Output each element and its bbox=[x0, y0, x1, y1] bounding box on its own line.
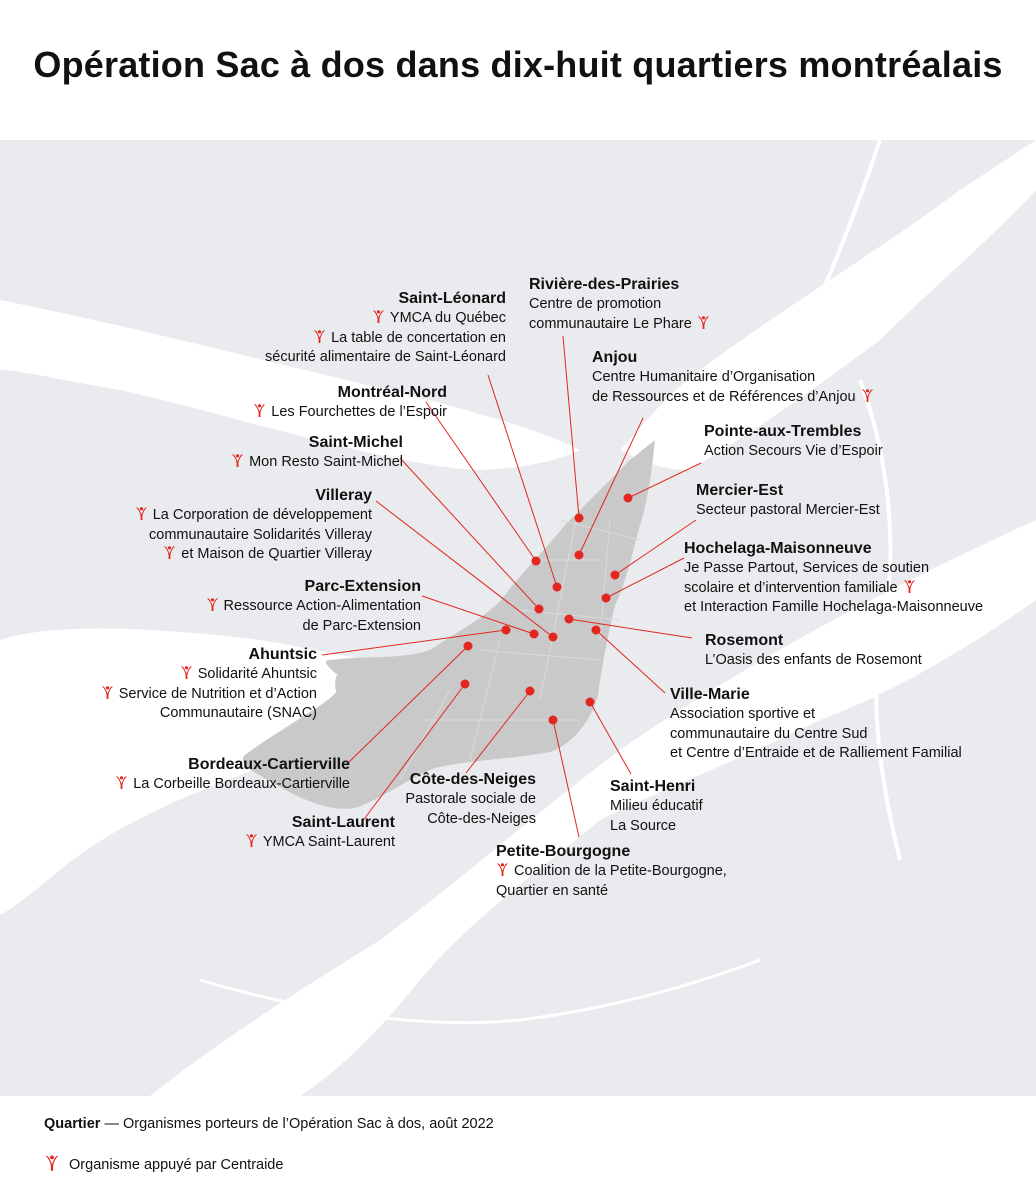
organization-line bbox=[592, 368, 874, 388]
organization-line bbox=[101, 665, 317, 685]
organization-line bbox=[704, 442, 883, 462]
organization-text: Pastorale sociale de bbox=[405, 791, 536, 807]
dot-ahuntsic bbox=[502, 626, 511, 635]
neighborhood-name: Montréal-Nord bbox=[337, 384, 447, 401]
neighborhood-name: Petite-Bourgogne bbox=[496, 843, 631, 860]
centraide-y-icon bbox=[697, 315, 710, 330]
neighborhood-name: Mercier-Est bbox=[696, 482, 784, 499]
label-saint-l-onard bbox=[265, 288, 506, 368]
organization-line bbox=[265, 329, 506, 349]
label-saint-laurent bbox=[245, 812, 395, 853]
organization-text: Ressource Action-Alimentation bbox=[223, 598, 421, 614]
label-rivi-re-des-prairies bbox=[529, 274, 710, 334]
dot-saint-michel bbox=[535, 605, 544, 614]
organization-text: Mon Resto Saint-Michel bbox=[249, 454, 403, 470]
dot-villeray bbox=[549, 633, 558, 642]
neighborhood-name: Hochelaga-Maisonneuve bbox=[684, 540, 872, 557]
organization-line bbox=[135, 545, 372, 565]
organization-line bbox=[684, 559, 983, 579]
organization-line bbox=[496, 882, 727, 902]
neighborhood-name: Parc-Extension bbox=[304, 578, 421, 595]
organization-line bbox=[670, 744, 962, 764]
organization-line bbox=[610, 797, 703, 817]
organization-text: Association sportive et bbox=[670, 706, 816, 722]
neighborhood-name: Saint-Laurent bbox=[291, 814, 395, 831]
centraide-y-icon bbox=[496, 862, 509, 877]
organization-text: La Corbeille Bordeaux-Cartierville bbox=[133, 776, 350, 792]
organization-line bbox=[135, 526, 372, 546]
legend-icon-label: Organisme appuyé par Centraide bbox=[69, 1157, 284, 1173]
organization-text: Service de Nutrition et d’Action bbox=[118, 685, 317, 702]
centraide-y-icon bbox=[206, 597, 219, 612]
centraide-y-icon bbox=[180, 665, 193, 680]
neighborhood-name: Villeray bbox=[315, 487, 372, 504]
organization-line bbox=[496, 862, 727, 882]
label-parc-extension bbox=[206, 576, 421, 636]
dot-petite-bourgogne bbox=[549, 716, 558, 725]
organization-line bbox=[265, 348, 506, 368]
label-rosemont bbox=[705, 630, 922, 671]
dot-riviere-des-prairies bbox=[575, 514, 584, 523]
centraide-y-icon bbox=[313, 329, 326, 344]
organization-line bbox=[705, 651, 922, 671]
organization-line bbox=[529, 295, 710, 315]
neighborhood-name: Bordeaux-Cartierville bbox=[188, 756, 350, 773]
dot-ville-marie bbox=[592, 626, 601, 635]
organization-text: Secteur pastoral Mercier-Est bbox=[696, 502, 880, 518]
organization-text: YMCA du Québec bbox=[389, 310, 506, 326]
organization-line bbox=[405, 790, 536, 810]
label-villeray bbox=[135, 485, 372, 565]
organization-line bbox=[684, 579, 983, 599]
centraide-y-icon bbox=[253, 403, 266, 418]
organization-line bbox=[610, 817, 703, 837]
organization-text: de Parc-Extension bbox=[302, 617, 421, 634]
map-area bbox=[0, 140, 1036, 1096]
neighborhood-name: Saint-Henri bbox=[610, 778, 696, 795]
centraide-y-icon bbox=[135, 506, 148, 521]
dot-saint-henri bbox=[586, 698, 595, 707]
organization-text: communautaire Le Phare bbox=[529, 315, 692, 332]
organization-text: Centre de promotion bbox=[529, 296, 662, 312]
dot-hochelaga-maisonneuve bbox=[602, 594, 611, 603]
dot-montreal-nord bbox=[532, 557, 541, 566]
organization-text: Quartier en santé bbox=[496, 882, 609, 899]
label-hochelaga-maisonneuve bbox=[684, 538, 983, 618]
organization-text: Milieu éducatif bbox=[610, 798, 703, 814]
label-anjou bbox=[592, 347, 874, 407]
neighborhood-name: Ahuntsic bbox=[248, 646, 317, 663]
organization-line bbox=[253, 403, 447, 423]
label-montr-al-nord bbox=[253, 382, 447, 423]
label-saint-michel bbox=[231, 432, 403, 473]
legend-key bbox=[44, 1116, 494, 1132]
dot-mercier-est bbox=[611, 571, 620, 580]
organization-text: Action Secours Vie d’Espoir bbox=[704, 443, 883, 459]
label-pointe-aux-trembles bbox=[704, 421, 883, 462]
organization-line bbox=[231, 453, 403, 473]
organization-line bbox=[670, 725, 962, 745]
dot-saint-laurent bbox=[461, 680, 470, 689]
organization-text: Coalition de la Petite-Bourgogne, bbox=[514, 863, 727, 879]
organization-text: communautaire du Centre Sud bbox=[670, 725, 868, 742]
label-mercier-est bbox=[696, 480, 880, 521]
organization-text: Communautaire (SNAC) bbox=[159, 705, 317, 721]
centraide-y-icon bbox=[44, 1154, 60, 1172]
label-ville-marie bbox=[670, 684, 962, 764]
organization-text: Les Fourchettes de l’Espoir bbox=[271, 404, 447, 420]
organization-line bbox=[405, 810, 536, 830]
organization-line bbox=[696, 501, 880, 521]
neighborhood-name: Ville-Marie bbox=[670, 686, 750, 703]
organization-text: La Source bbox=[610, 817, 677, 834]
label-bordeaux-cartierville bbox=[115, 754, 350, 795]
organization-text: L’Oasis des enfants de Rosemont bbox=[705, 652, 922, 668]
organization-text: La table de concertation en bbox=[331, 329, 506, 346]
organization-line bbox=[135, 506, 372, 526]
label-c-te-des-neiges bbox=[405, 769, 536, 829]
organization-text: La Corporation de développement bbox=[152, 507, 372, 523]
organization-line bbox=[265, 309, 506, 329]
label-petite-bourgogne bbox=[496, 841, 727, 901]
organization-line bbox=[245, 833, 395, 853]
organization-line bbox=[115, 775, 350, 795]
organization-text: Centre Humanitaire d’Organisation bbox=[592, 369, 816, 385]
organization-line bbox=[592, 388, 874, 408]
centraide-y-icon bbox=[231, 453, 244, 468]
dot-cote-des-neiges bbox=[526, 687, 535, 696]
neighborhood-name: Rivière-des-Prairies bbox=[529, 276, 680, 293]
legend-key-bold: Quartier bbox=[44, 1116, 101, 1132]
organization-text: et Centre d’Entraide et de Ralliement Familial bbox=[670, 745, 962, 761]
organization-text: communautaire Solidarités Villeray bbox=[149, 526, 372, 543]
centraide-y-icon bbox=[115, 775, 128, 790]
organization-text: et Maison de Quartier Villeray bbox=[181, 546, 372, 562]
neighborhood-name: Pointe-aux-Trembles bbox=[704, 423, 862, 440]
centraide-y-icon bbox=[903, 579, 916, 594]
organization-line bbox=[101, 685, 317, 705]
organization-text: Côte-des-Neiges bbox=[427, 810, 536, 827]
dot-anjou bbox=[575, 551, 584, 560]
organization-line bbox=[684, 598, 983, 618]
map-svg bbox=[0, 140, 1036, 1096]
centraide-y-icon bbox=[861, 388, 874, 403]
page-title: Opération Sac à dos dans dix-huit quartiers montréalais bbox=[33, 44, 1003, 85]
dot-pointe-aux-trembles bbox=[624, 494, 633, 503]
legend-icon-row bbox=[44, 1154, 283, 1173]
neighborhood-name: Saint-Michel bbox=[308, 434, 403, 451]
dot-parc-extension bbox=[530, 630, 539, 639]
neighborhood-name: Saint-Léonard bbox=[398, 290, 506, 307]
centraide-y-icon bbox=[163, 545, 176, 560]
dot-saint-leonard bbox=[553, 583, 562, 592]
organization-text: scolaire et d’intervention familiale bbox=[684, 579, 898, 596]
dot-rosemont bbox=[565, 615, 574, 624]
organization-text: YMCA Saint-Laurent bbox=[262, 834, 395, 850]
organization-text: et Interaction Famille Hochelaga-Maisonneuve bbox=[684, 599, 984, 615]
organization-line bbox=[670, 705, 962, 725]
centraide-y-icon bbox=[245, 833, 258, 848]
neighborhood-name: Côte-des-Neiges bbox=[409, 771, 536, 788]
organization-text: sécurité alimentaire de Saint-Léonard bbox=[265, 349, 506, 365]
neighborhood-name: Anjou bbox=[592, 349, 638, 366]
label-saint-henri bbox=[610, 776, 703, 836]
organization-text: Je Passe Partout, Services de soutien bbox=[684, 560, 930, 576]
organization-text: Solidarité Ahuntsic bbox=[197, 666, 317, 682]
neighborhood-name: Rosemont bbox=[705, 632, 784, 649]
dot-bordeaux-cartierville bbox=[464, 642, 473, 651]
legend-key-text: — Organismes porteurs de l’Opération Sac à dos, août 2022 bbox=[100, 1116, 494, 1132]
centraide-y-icon bbox=[372, 309, 385, 324]
label-ahuntsic bbox=[101, 644, 317, 724]
centraide-y-icon bbox=[101, 685, 114, 700]
organization-line bbox=[529, 315, 710, 335]
organization-line bbox=[101, 704, 317, 724]
organization-line bbox=[206, 597, 421, 617]
organization-text: de Ressources et de Références d’Anjou bbox=[592, 388, 856, 405]
organization-line bbox=[206, 617, 421, 637]
